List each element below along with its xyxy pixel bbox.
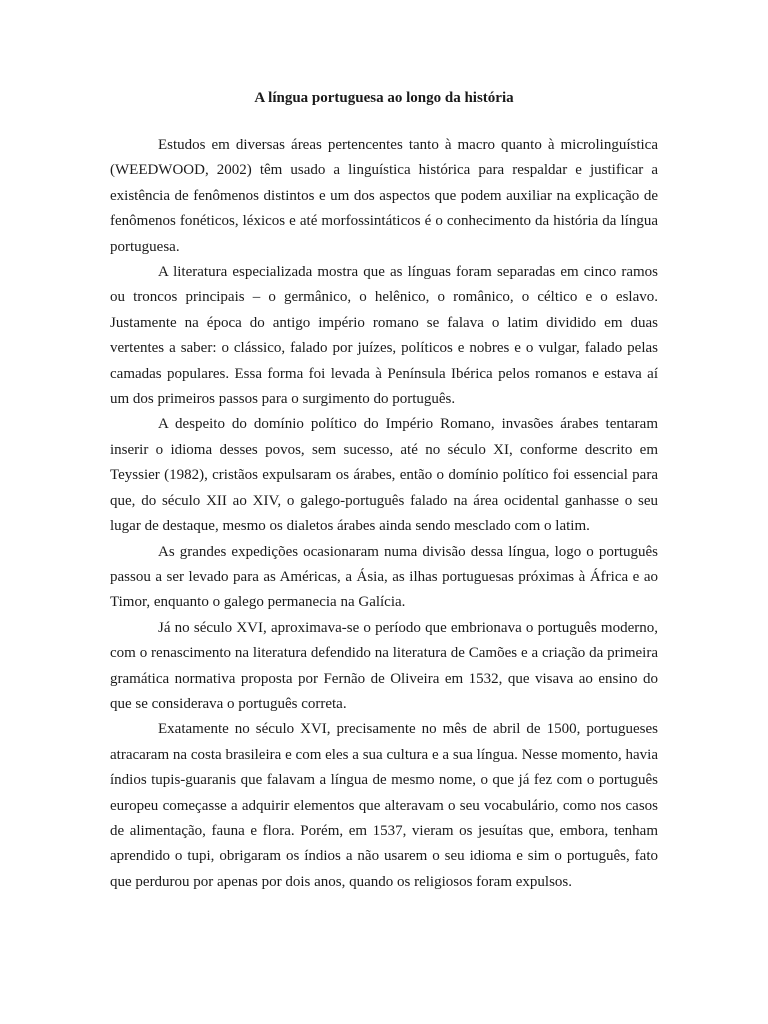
document-title: A língua portuguesa ao longo da história: [254, 90, 514, 106]
paragraph-2: A literatura especializada mostra que as línguas foram separadas em cinco ramos ou troncos principais – o germânico, o helênico, o românico, o céltico e o eslavo. Justamente na época do antigo império romano se falava o latim dividido em duas vertentes a saber: o clássico, falado por juízes, políticos e nobres e o vulgar, falado pelas camadas populares. Essa forma foi levada à Península Ibérica pelos romanos e estava aí um dos primeiros passos para o surgimento do português.: [110, 264, 658, 408]
document-page: [110, 86, 658, 895]
paragraph-6: Exatamente no século XVI, precisamente no mês de abril de 1500, portugueses atracaram na costa brasileira e com eles a sua cultura e a sua língua. Nesse momento, havia índios tupis-guaranis que falavam a língua de mesmo nome, o que já fez com o português europeu começasse a adquirir elementos que alteravam o seu vocabulário, como nos casos de alimentação, fauna e flora. Porém, em 1537, vieram os jesuítas que, embora, tenham aprendido o tupi, obrigaram os índios a não usarem o seu idioma e sim o português, fato que perdurou por apenas por dois anos, quando os religiosos foram expulsos.: [110, 721, 658, 890]
paragraph-3: A despeito do domínio político do Império Romano, invasões árabes tentaram inserir o idioma desses povos, sem sucesso, até no século XI, conforme descrito em Teyssier (1982), cristãos expulsaram os árabes, então o domínio político foi essencial para que, do século XII ao XIV, o galego-português falado na área ocidental ganhasse o seu lugar de destaque, mesmo os dialetos árabes ainda sendo mesclado com o latim.: [110, 416, 658, 535]
paragraph-5: Já no século XVI, aproximava-se o período que embrionava o português moderno, com o renascimento na literatura defendido na literatura de Camões e a criação da primeira gramática normativa proposta por Fernão de Oliveira em 1532, que visava ao ensino do que se considerava o português correta.: [110, 619, 658, 712]
paragraph-4: As grandes expedições ocasionaram numa divisão dessa língua, logo o português passou a ser levado para as Américas, a Ásia, as ilhas portuguesas próximas à África e ao Timor, enquanto o galego permanecia na Galícia.: [110, 543, 658, 611]
paragraph-1: Estudos em diversas áreas pertencentes tanto à macro quanto à microlinguística (WEEDWOOD, 2002) têm usado a linguística histórica para respaldar e justificar a existência de fenômenos distintos e um dos aspectos que podem auxiliar na explicação de fenômenos fonéticos, léxicos e até morfossintáticos é o conhecimento da história da língua portuguesa.: [110, 137, 658, 255]
